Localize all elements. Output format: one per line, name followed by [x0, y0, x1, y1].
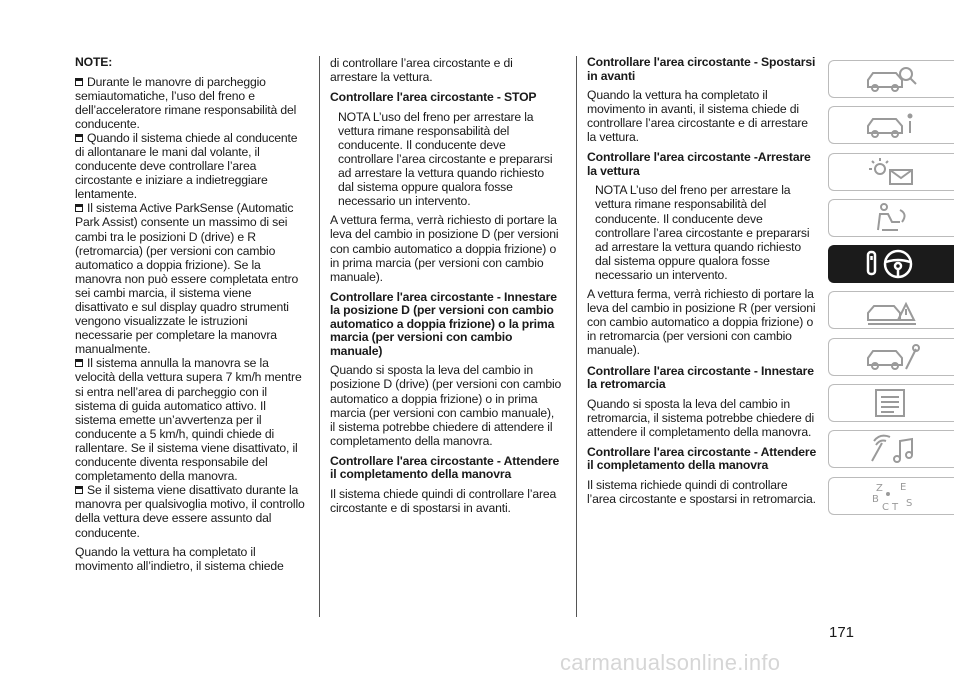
stop-body: A vettura ferma, verrà richiesto di portare la leva del cambio in posizione D (per versioni con cambio automatico a doppia frizione) o in prima marcia (per versioni con cambio manuale). — [330, 213, 559, 284]
bullet-icon — [75, 78, 83, 86]
wait-body: Il sistema chiede quindi di controllare l’area circostante e di spostarsi in avanti. — [330, 486, 557, 515]
tab-servicing[interactable] — [828, 338, 954, 376]
seat-airbag-icon — [862, 202, 922, 234]
note-bullet-2: Quando il sistema chiede al conducente di allontanare le mani dal volante, il conducente deve controllare l’area circostante e iniziare a indietreggiare lentamente. — [75, 130, 298, 202]
text-column-2 — [330, 56, 562, 515]
column-divider — [319, 56, 320, 617]
section-heading-forward: Controllare l'area circostante - Spostarsi in avanti — [587, 55, 816, 83]
section-heading-wait: Controllare l'area circostante - Attendere il completamento della manovra — [587, 444, 817, 473]
index-letter: S — [905, 497, 912, 509]
tab-warning-lights[interactable] — [828, 153, 954, 191]
index-letter: Z — [875, 482, 883, 494]
drive-body: Quando si sposta la leva del cambio in posizione D (drive) (per versioni con cambio automatico a doppia frizione) o in prima marcia (per versioni con cambio manuale), il sistema potrebbe chiedere di attendere il completamento della manovra. — [330, 363, 562, 448]
column-divider — [576, 56, 577, 617]
section-heading-stop: Controllare l'area circostante - STOP — [330, 90, 537, 105]
specifications-list-icon — [862, 387, 922, 419]
index-letters-icon — [862, 480, 922, 512]
bullet-icon — [75, 204, 83, 212]
bullet-icon — [75, 134, 83, 142]
bullet-icon — [75, 359, 83, 367]
index-letter: C — [881, 501, 889, 512]
car-info-icon — [862, 109, 922, 141]
stop-body: A vettura ferma, verrà richiesto di portare la leva del cambio in posizione R (per versioni con cambio automatico a doppia frizione) o in retromarcia (per versioni con cambio manuale). — [587, 287, 816, 358]
wait-body: Il sistema richiede quindi di controllare l’area circostante e spostarsi in retromarcia. — [587, 477, 816, 506]
bullet-icon — [75, 486, 83, 494]
note-title: NOTE: — [75, 55, 113, 69]
note-bullet-3: Il sistema Active ParkSense (Automatic Park Assist) consente un massimo di sei cambi tra le posizioni D (drive) e R (retromarcia) (per versioni con cambio automatico a doppia frizione). Se la manovra non può essere completata entro sei cambi marcia, il sistema viene disattivato e sul display quadro strumenti vengono visualizzate le istruzioni necessarie per completare la manovra manualmente. — [75, 201, 299, 357]
tab-safety[interactable] — [828, 199, 954, 237]
text-column-1 — [75, 56, 307, 573]
tab-emergency[interactable] — [828, 291, 954, 329]
tab-starting-driving[interactable] — [828, 245, 954, 283]
tab-index[interactable] — [828, 477, 954, 515]
stop-note: NOTA L’uso del freno per arrestare la vettura rimane responsabilità del conducente. Il conducente deve controllare l’area circostante e prepararsi ad arrestare la vettura quando richiesto dal sistema oppure qualora fosse necessario un intervento. — [338, 109, 553, 209]
section-heading-drive: Controllare l'area circostante - Innestare la posizione D (per versioni con cambio automatico a doppia frizione) o la prima marcia (per versioni con cambio manuale) — [330, 289, 557, 358]
note-bullet-4: Il sistema annulla la manovra se la velocità della vettura supera 7 km/h mentre si entra nell’area di parcheggio con il sistema di guida automatico attivo. Il sistema emette un’avvertenza per il conducente a 5 km/h, quindi chiede di rallentare. Se il sistema viene disattivato, il conducente diventa responsabile del completamento della manovra. — [75, 356, 302, 484]
car-wrench-icon — [862, 341, 922, 373]
multimedia-icon — [862, 433, 922, 465]
page-number: 171 — [829, 624, 855, 641]
tab-getting-to-know[interactable] — [828, 60, 954, 98]
car-emergency-icon — [862, 294, 922, 326]
text-column-3 — [587, 56, 819, 506]
index-letter: B — [871, 493, 879, 505]
key-steering-wheel-icon — [862, 248, 922, 280]
warning-lights-icon — [862, 156, 922, 188]
note-bullet-5: Se il sistema viene disattivato durante la manovra per qualsivoglia motivo, il controllo della vettura deve essere assunto dal conducente. — [75, 483, 305, 540]
watermark: carmanualsonline.info — [560, 650, 781, 675]
tab-technical-data[interactable] — [828, 384, 954, 422]
closing-paragraph: Quando la vettura ha completato il movimento all’indietro, il sistema chiede — [75, 544, 284, 573]
index-letter: T — [891, 501, 898, 512]
intro-paragraph: di controllare l’area circostante e di arrestare la vettura. — [330, 56, 513, 85]
reverse-body: Quando si sposta la leva del cambio in retromarcia, il sistema potrebbe chiedere di attendere il completamento della manovra. — [587, 396, 815, 439]
index-letter: E — [899, 481, 906, 493]
note-bullet-1: Durante le manovre di parcheggio semiautomatiche, l’uso del freno e dell’acceleratore rimane responsabilità del conducente. — [75, 74, 297, 131]
stop-note: NOTA L’uso del freno per arrestare la vettura rimane responsabilità del conducente. Il conducente deve controllare l’area circostante e prepararsi ad arrestare la vettura quando richiesto dal sistema oppure qualora fosse necessario un intervento. — [595, 183, 810, 282]
section-heading-stop: Controllare l'area circostante -Arrestare la vettura — [587, 150, 811, 178]
car-search-icon — [862, 63, 922, 95]
chapter-tabs — [828, 60, 954, 523]
forward-body: Quando la vettura ha completato il movimento in avanti, il sistema chiede di controllare l’area circostante e di arrestare la vettura. — [587, 88, 808, 145]
tab-multimedia[interactable] — [828, 430, 954, 468]
section-heading-wait: Controllare l'area circostante - Attendere il completamento della manovra — [330, 453, 560, 482]
tab-instrument-panel[interactable] — [828, 106, 954, 144]
section-heading-reverse: Controllare l'area circostante - Innestare la retromarcia — [587, 363, 814, 391]
